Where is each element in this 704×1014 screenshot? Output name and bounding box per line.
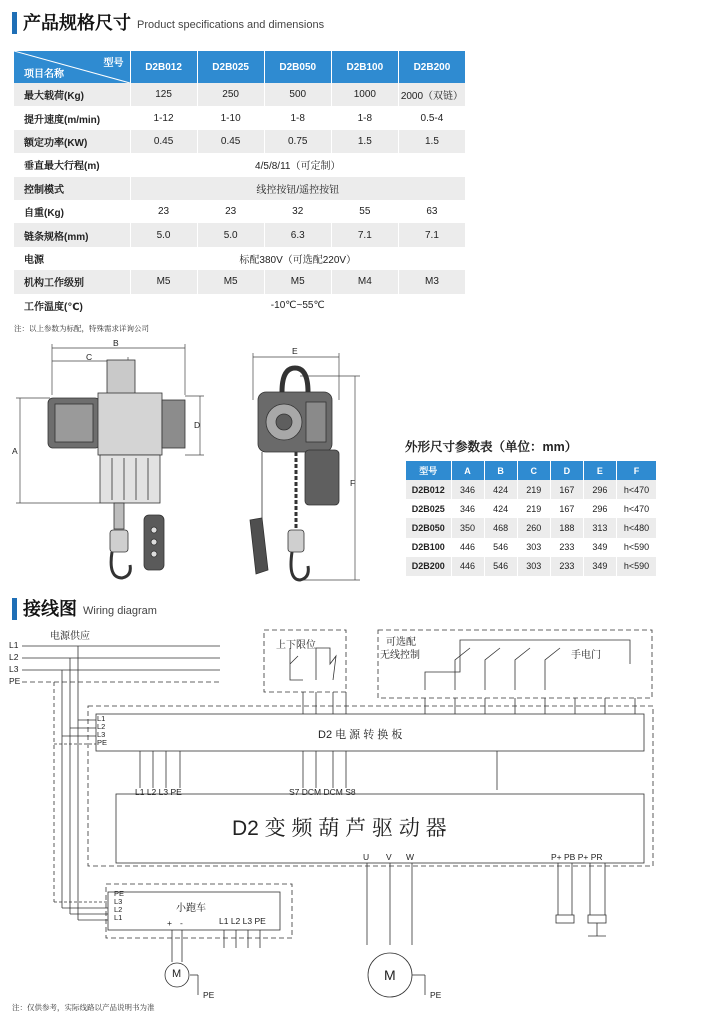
model-header: D2B100 — [331, 51, 398, 83]
dim-header: F — [617, 461, 657, 480]
cell: 233 — [550, 538, 583, 557]
cell: 55 — [331, 200, 398, 223]
cell: 219 — [517, 480, 550, 499]
minus-label: - — [180, 918, 183, 928]
cell: D2B100 — [406, 538, 451, 557]
board-left-pins — [97, 715, 107, 747]
cell: 1.5 — [398, 130, 465, 153]
dim-table-title: 外形尺寸参数表（单位：mm） — [405, 440, 578, 454]
model-header: D2B050 — [264, 51, 331, 83]
hoist-motor-label: M — [384, 967, 396, 983]
limit-switch-label: 上下限位 — [276, 640, 316, 651]
row-name: 工作温度(℃) — [14, 294, 130, 317]
cell: 167 — [550, 499, 583, 518]
span-cell: 线控按钮/遥控按钮 — [130, 177, 466, 200]
dim-header: A — [451, 461, 484, 480]
cell: 7.1 — [331, 223, 398, 246]
row-name: 额定功率(KW) — [14, 130, 130, 153]
row-name: 提升速度(m/min) — [14, 106, 130, 129]
cell: 219 — [517, 499, 550, 518]
cell: D2B050 — [406, 518, 451, 537]
dim-header: B — [484, 461, 517, 480]
header-item-label: 项目名称 — [24, 69, 64, 80]
trolley-motor-label: M — [172, 968, 182, 980]
pin-label: L1 — [97, 714, 106, 723]
cell: 1000 — [331, 83, 398, 106]
dim-label-c: C — [86, 352, 93, 362]
row-name: 控制模式 — [14, 177, 130, 200]
cell: 0.75 — [264, 130, 331, 153]
pin-label: PE — [97, 738, 108, 747]
dim-header: 型号 — [406, 461, 451, 480]
cell: 546 — [484, 557, 517, 576]
wireless-label-1: 可选配 — [386, 637, 416, 648]
cell: h<480 — [617, 518, 657, 537]
model-header: D2B200 — [398, 51, 465, 83]
cell: 1-10 — [197, 106, 264, 129]
line-label: L3 — [9, 664, 19, 674]
cell: h<590 — [617, 538, 657, 557]
line-label: L1 — [9, 640, 19, 650]
span-cell: 标配380V（可选配220V） — [130, 247, 466, 270]
cell: h<470 — [617, 480, 657, 499]
row-name: 机构工作级别 — [14, 270, 130, 293]
row-name: 链条规格(mm) — [14, 223, 130, 246]
cell: 303 — [517, 538, 550, 557]
spec-section-subtitle: Product specifications and dimensions — [137, 19, 325, 31]
cell: 546 — [484, 538, 517, 557]
dim-label-d: D — [194, 420, 201, 430]
cell: 1.5 — [331, 130, 398, 153]
hoist-pe-label: PE — [430, 990, 442, 1000]
driver-limit-pins: S7 DCM DCM S8 — [289, 787, 356, 797]
cell: 0.5-4 — [398, 106, 465, 129]
power-supply-label: 电源供应 — [50, 631, 90, 642]
trolley-label: 小跑车 — [176, 903, 206, 914]
cell: 346 — [451, 480, 484, 499]
cell: M5 — [264, 270, 331, 293]
spec-section-title: 产品规格尺寸 — [23, 13, 131, 33]
cell: 446 — [451, 538, 484, 557]
span-cell: -10℃~55℃ — [130, 294, 466, 317]
pin-label: L2 — [114, 905, 123, 914]
model-header: D2B025 — [197, 51, 264, 83]
model-header: D2B012 — [130, 51, 197, 83]
pin-label: L2 — [97, 722, 106, 731]
cell: 296 — [583, 499, 616, 518]
cell: 2000（双链） — [398, 83, 465, 106]
row-name: 垂直最大行程(m) — [14, 153, 130, 176]
dim-header: D — [550, 461, 583, 480]
cell: D2B012 — [406, 480, 451, 499]
cell: 346 — [451, 499, 484, 518]
span-cell: 4/5/8/11（可定制） — [130, 153, 466, 176]
line-label: L2 — [9, 652, 19, 662]
pin-label: PE — [114, 889, 125, 898]
cell: 424 — [484, 480, 517, 499]
line-label: PE — [9, 676, 21, 686]
cell: 63 — [398, 200, 465, 223]
cell: 0.45 — [130, 130, 197, 153]
cell: 32 — [264, 200, 331, 223]
dim-label-a: A — [12, 446, 18, 456]
cell: 1-8 — [264, 106, 331, 129]
cell: 446 — [451, 557, 484, 576]
cell: M4 — [331, 270, 398, 293]
cell: 303 — [517, 557, 550, 576]
cell: 7.1 — [398, 223, 465, 246]
pin-label: L3 — [97, 730, 106, 739]
dim-header: E — [583, 461, 616, 480]
cell: 260 — [517, 518, 550, 537]
cell: 313 — [583, 518, 616, 537]
cell: 233 — [550, 557, 583, 576]
cell: M3 — [398, 270, 465, 293]
cell: 125 — [130, 83, 197, 106]
dim-header: C — [517, 461, 550, 480]
brake-pins: P+ PB P+ PR — [551, 852, 603, 862]
trolley-pe-label: PE — [203, 990, 215, 1000]
cell: M5 — [197, 270, 264, 293]
driver-label: D2 变 频 葫 芦 驱 动 器 — [232, 817, 447, 840]
row-name: 自重(Kg) — [14, 200, 130, 223]
spec-note: 注：以上参数为标配，特殊需求详询公司 — [14, 324, 149, 333]
row-name: 电源 — [14, 247, 130, 270]
wireless-label-2: 无线控制 — [380, 650, 420, 661]
pin-label: L3 — [114, 897, 123, 906]
cell: D2B025 — [406, 499, 451, 518]
cell: 23 — [130, 200, 197, 223]
header-model-label: 型号 — [103, 58, 124, 69]
cell: 424 — [484, 499, 517, 518]
cell: 1-12 — [130, 106, 197, 129]
cell: 468 — [484, 518, 517, 537]
trolley-left-pins — [114, 890, 124, 922]
row-name: 最大载荷(Kg) — [14, 83, 130, 106]
cell: 296 — [583, 480, 616, 499]
cell: 5.0 — [197, 223, 264, 246]
dim-label-f: F — [350, 478, 356, 488]
dim-label-e: E — [292, 346, 298, 356]
hand-gate-label: 手电门 — [571, 650, 601, 661]
cell: D2B200 — [406, 557, 451, 576]
cell: h<470 — [617, 499, 657, 518]
cell: h<590 — [617, 557, 657, 576]
wiring-section-subtitle: Wiring diagram — [83, 605, 157, 617]
cell: 23 — [197, 200, 264, 223]
dim-label-b: B — [113, 338, 119, 348]
conversion-board-label: D2 电 源 转 换 板 — [318, 729, 403, 741]
cell: M5 — [130, 270, 197, 293]
cell: 349 — [583, 557, 616, 576]
trolley-bottom-pins: L1 L2 L3 PE — [219, 916, 266, 926]
v-pin: V — [386, 852, 392, 862]
cell: 6.3 — [264, 223, 331, 246]
pin-label: L1 — [114, 913, 123, 922]
cell: 500 — [264, 83, 331, 106]
cell: 0.45 — [197, 130, 264, 153]
w-pin: W — [406, 852, 415, 862]
driver-power-pins: L1 L2 L3 PE — [135, 787, 182, 797]
cell: 1-8 — [331, 106, 398, 129]
cell: 250 — [197, 83, 264, 106]
plus-label: + — [167, 918, 172, 928]
u-pin: U — [363, 852, 370, 862]
wiring-note: 注：仅供参考，实际线路以产品说明书为准 — [12, 1003, 155, 1012]
cell: 167 — [550, 480, 583, 499]
cell: 349 — [583, 538, 616, 557]
cell: 5.0 — [130, 223, 197, 246]
cell: 350 — [451, 518, 484, 537]
cell: 188 — [550, 518, 583, 537]
wiring-section-title: 接线图 — [23, 599, 77, 619]
